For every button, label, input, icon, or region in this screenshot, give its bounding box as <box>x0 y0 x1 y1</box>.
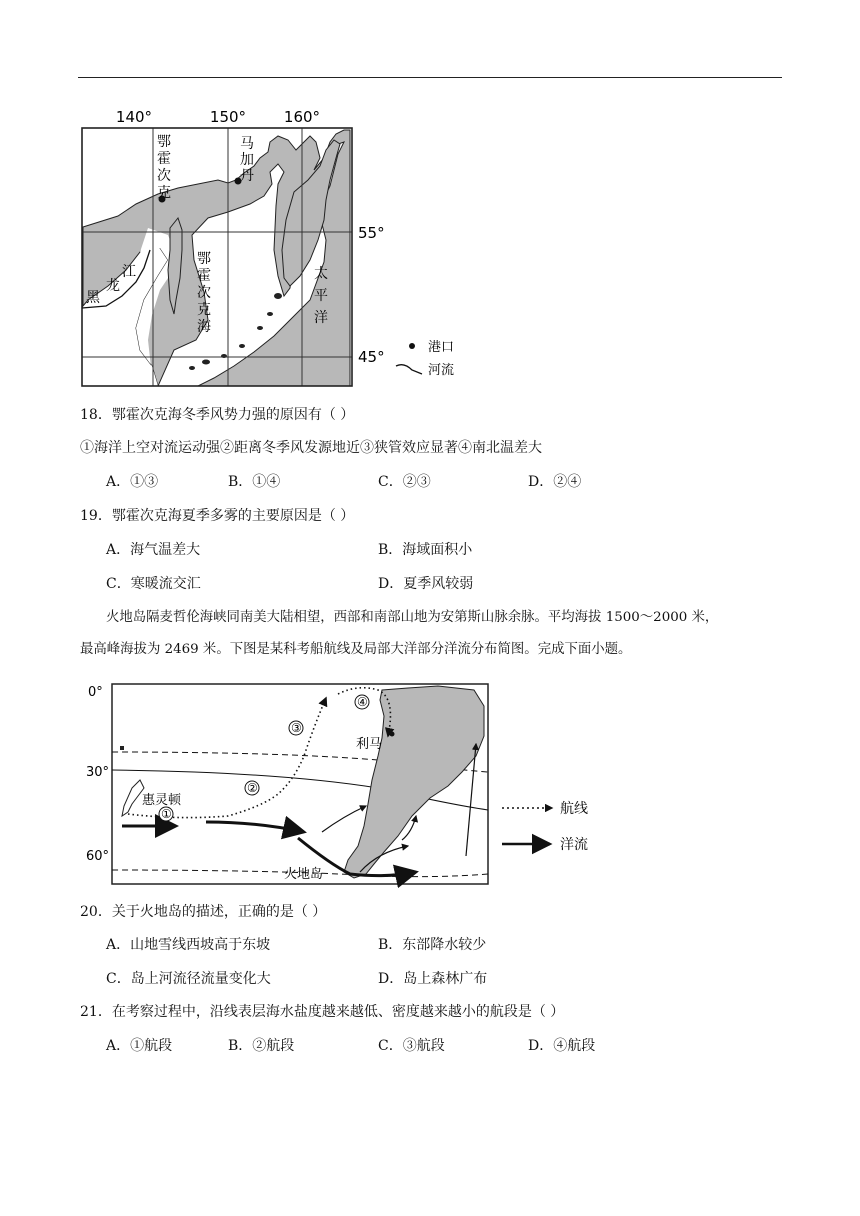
lat-label: 55° <box>358 224 385 242</box>
svg-text:③: ③ <box>291 721 302 735</box>
river-label-hei: 黑 <box>86 290 100 306</box>
header-rule <box>78 77 782 78</box>
lat-label-30: 30° <box>86 765 110 780</box>
svg-text:太: 太 <box>314 266 328 282</box>
svg-text:霍: 霍 <box>197 268 211 284</box>
kuril-island <box>189 366 195 370</box>
svg-text:马: 马 <box>240 136 254 152</box>
lat-label-60: 60° <box>86 849 110 864</box>
q20-choice-d[interactable]: D．岛上森林广布 <box>378 971 488 987</box>
lima-point <box>390 732 395 737</box>
river-label-long: 龙 <box>106 278 120 294</box>
wellington-label: 惠灵顿 <box>142 793 182 808</box>
q19-choice-d[interactable]: D．夏季风较弱 <box>378 576 474 592</box>
q20-choice-a[interactable]: A．山地雪线西坡高于东坡 <box>106 937 271 953</box>
svg-text:加: 加 <box>240 152 254 168</box>
kuril-island <box>239 344 245 348</box>
svg-text:次: 次 <box>157 168 171 184</box>
lima-label: 利马 <box>356 737 383 752</box>
lat-label-0: 0° <box>88 685 103 700</box>
q21-stem: 21．在考察过程中，沿线表层海水盐度越来越低、密度越来越小的航段是（ ） <box>80 1004 565 1020</box>
segment-1 <box>159 807 173 821</box>
pacific-label <box>314 265 328 326</box>
svg-text:克: 克 <box>157 185 171 201</box>
legend-port-label: 港口 <box>428 340 455 355</box>
passage-line-1: 火地岛隔麦哲伦海峡同南美大陆相望，西部和南部山地为安第斯山脉余脉。平均海拔 1500～2000 米， <box>106 610 719 625</box>
svg-text:鄂: 鄂 <box>197 251 211 267</box>
q21-choice-d[interactable]: D．④航段 <box>528 1038 596 1054</box>
svg-text:霍: 霍 <box>157 151 171 167</box>
sea-label <box>197 251 211 335</box>
kuril-island <box>257 326 263 330</box>
kuril-island <box>267 312 273 316</box>
q20-choice-c[interactable]: C．岛上河流径流量变化大 <box>106 971 271 987</box>
segment-3 <box>289 721 303 735</box>
lon-label: 140° <box>115 108 153 126</box>
q18-stem: 18．鄂霍次克海冬季风势力强的原因有（ ） <box>80 407 355 423</box>
svg-text:平: 平 <box>314 288 328 304</box>
island <box>120 746 124 750</box>
q19-choice-c[interactable]: C．寒暖流交汇 <box>106 576 201 592</box>
kuril-island <box>202 360 210 365</box>
legend-river-label: 河流 <box>428 363 455 378</box>
segment-4 <box>355 695 369 709</box>
legend-route-label: 航线 <box>560 801 588 817</box>
svg-text:丹: 丹 <box>240 168 254 184</box>
q18-choice-c[interactable]: C．②③ <box>378 474 431 490</box>
segment-2 <box>245 781 259 795</box>
magadan-label-vertical <box>240 136 254 184</box>
q18-choice-d[interactable]: D．②④ <box>528 474 582 490</box>
q18-options: ①海洋上空对流运动强②距离冬季风发源地近③狭管效应显著④南北温差大 <box>80 440 542 456</box>
fuego-label: 火地岛 <box>284 867 324 882</box>
lon-label: 160° <box>283 108 321 126</box>
q21-choice-a[interactable]: A．①航段 <box>106 1038 173 1054</box>
q19-choice-b[interactable]: B．海域面积小 <box>378 542 473 558</box>
lon-label: 150° <box>209 108 247 126</box>
q21-choice-b[interactable]: B．②航段 <box>228 1038 295 1054</box>
svg-text:次: 次 <box>197 285 211 301</box>
q18-choice-b[interactable]: B．①④ <box>228 474 281 490</box>
svg-text:④: ④ <box>357 695 368 709</box>
svg-text:克: 克 <box>197 302 211 318</box>
okhotsk-map <box>78 100 478 390</box>
svg-text:②: ② <box>247 781 258 795</box>
q20-stem: 20．关于火地岛的描述，正确的是（ ） <box>80 904 327 920</box>
q21-choice-c[interactable]: C．③航段 <box>378 1038 445 1054</box>
svg-text:①: ① <box>161 807 172 821</box>
q19-choice-a[interactable]: A．海气温差大 <box>106 542 201 558</box>
svg-text:海: 海 <box>197 319 211 335</box>
q19-stem: 19．鄂霍次克海夏季多雾的主要原因是（ ） <box>80 508 355 524</box>
passage-line-2: 最高峰海拔为 2469 米。下图是某科考船航线及局部大洋部分洋流分布简图。完成下面小题。 <box>80 642 632 657</box>
lat-label: 45° <box>358 348 385 366</box>
kuril-island <box>274 293 282 299</box>
legend-port-symbol <box>409 343 415 349</box>
legend-current-label: 洋流 <box>560 837 588 853</box>
okhotsk-port-label <box>157 134 171 201</box>
q18-choice-a[interactable]: A．①③ <box>106 474 159 490</box>
river-label-jiang: 江 <box>122 264 136 280</box>
svg-text:鄂: 鄂 <box>157 134 171 150</box>
legend-river-symbol <box>396 365 422 374</box>
svg-text:洋: 洋 <box>314 310 328 326</box>
q20-choice-b[interactable]: B．东部降水较少 <box>378 937 487 953</box>
route-map <box>78 676 598 890</box>
